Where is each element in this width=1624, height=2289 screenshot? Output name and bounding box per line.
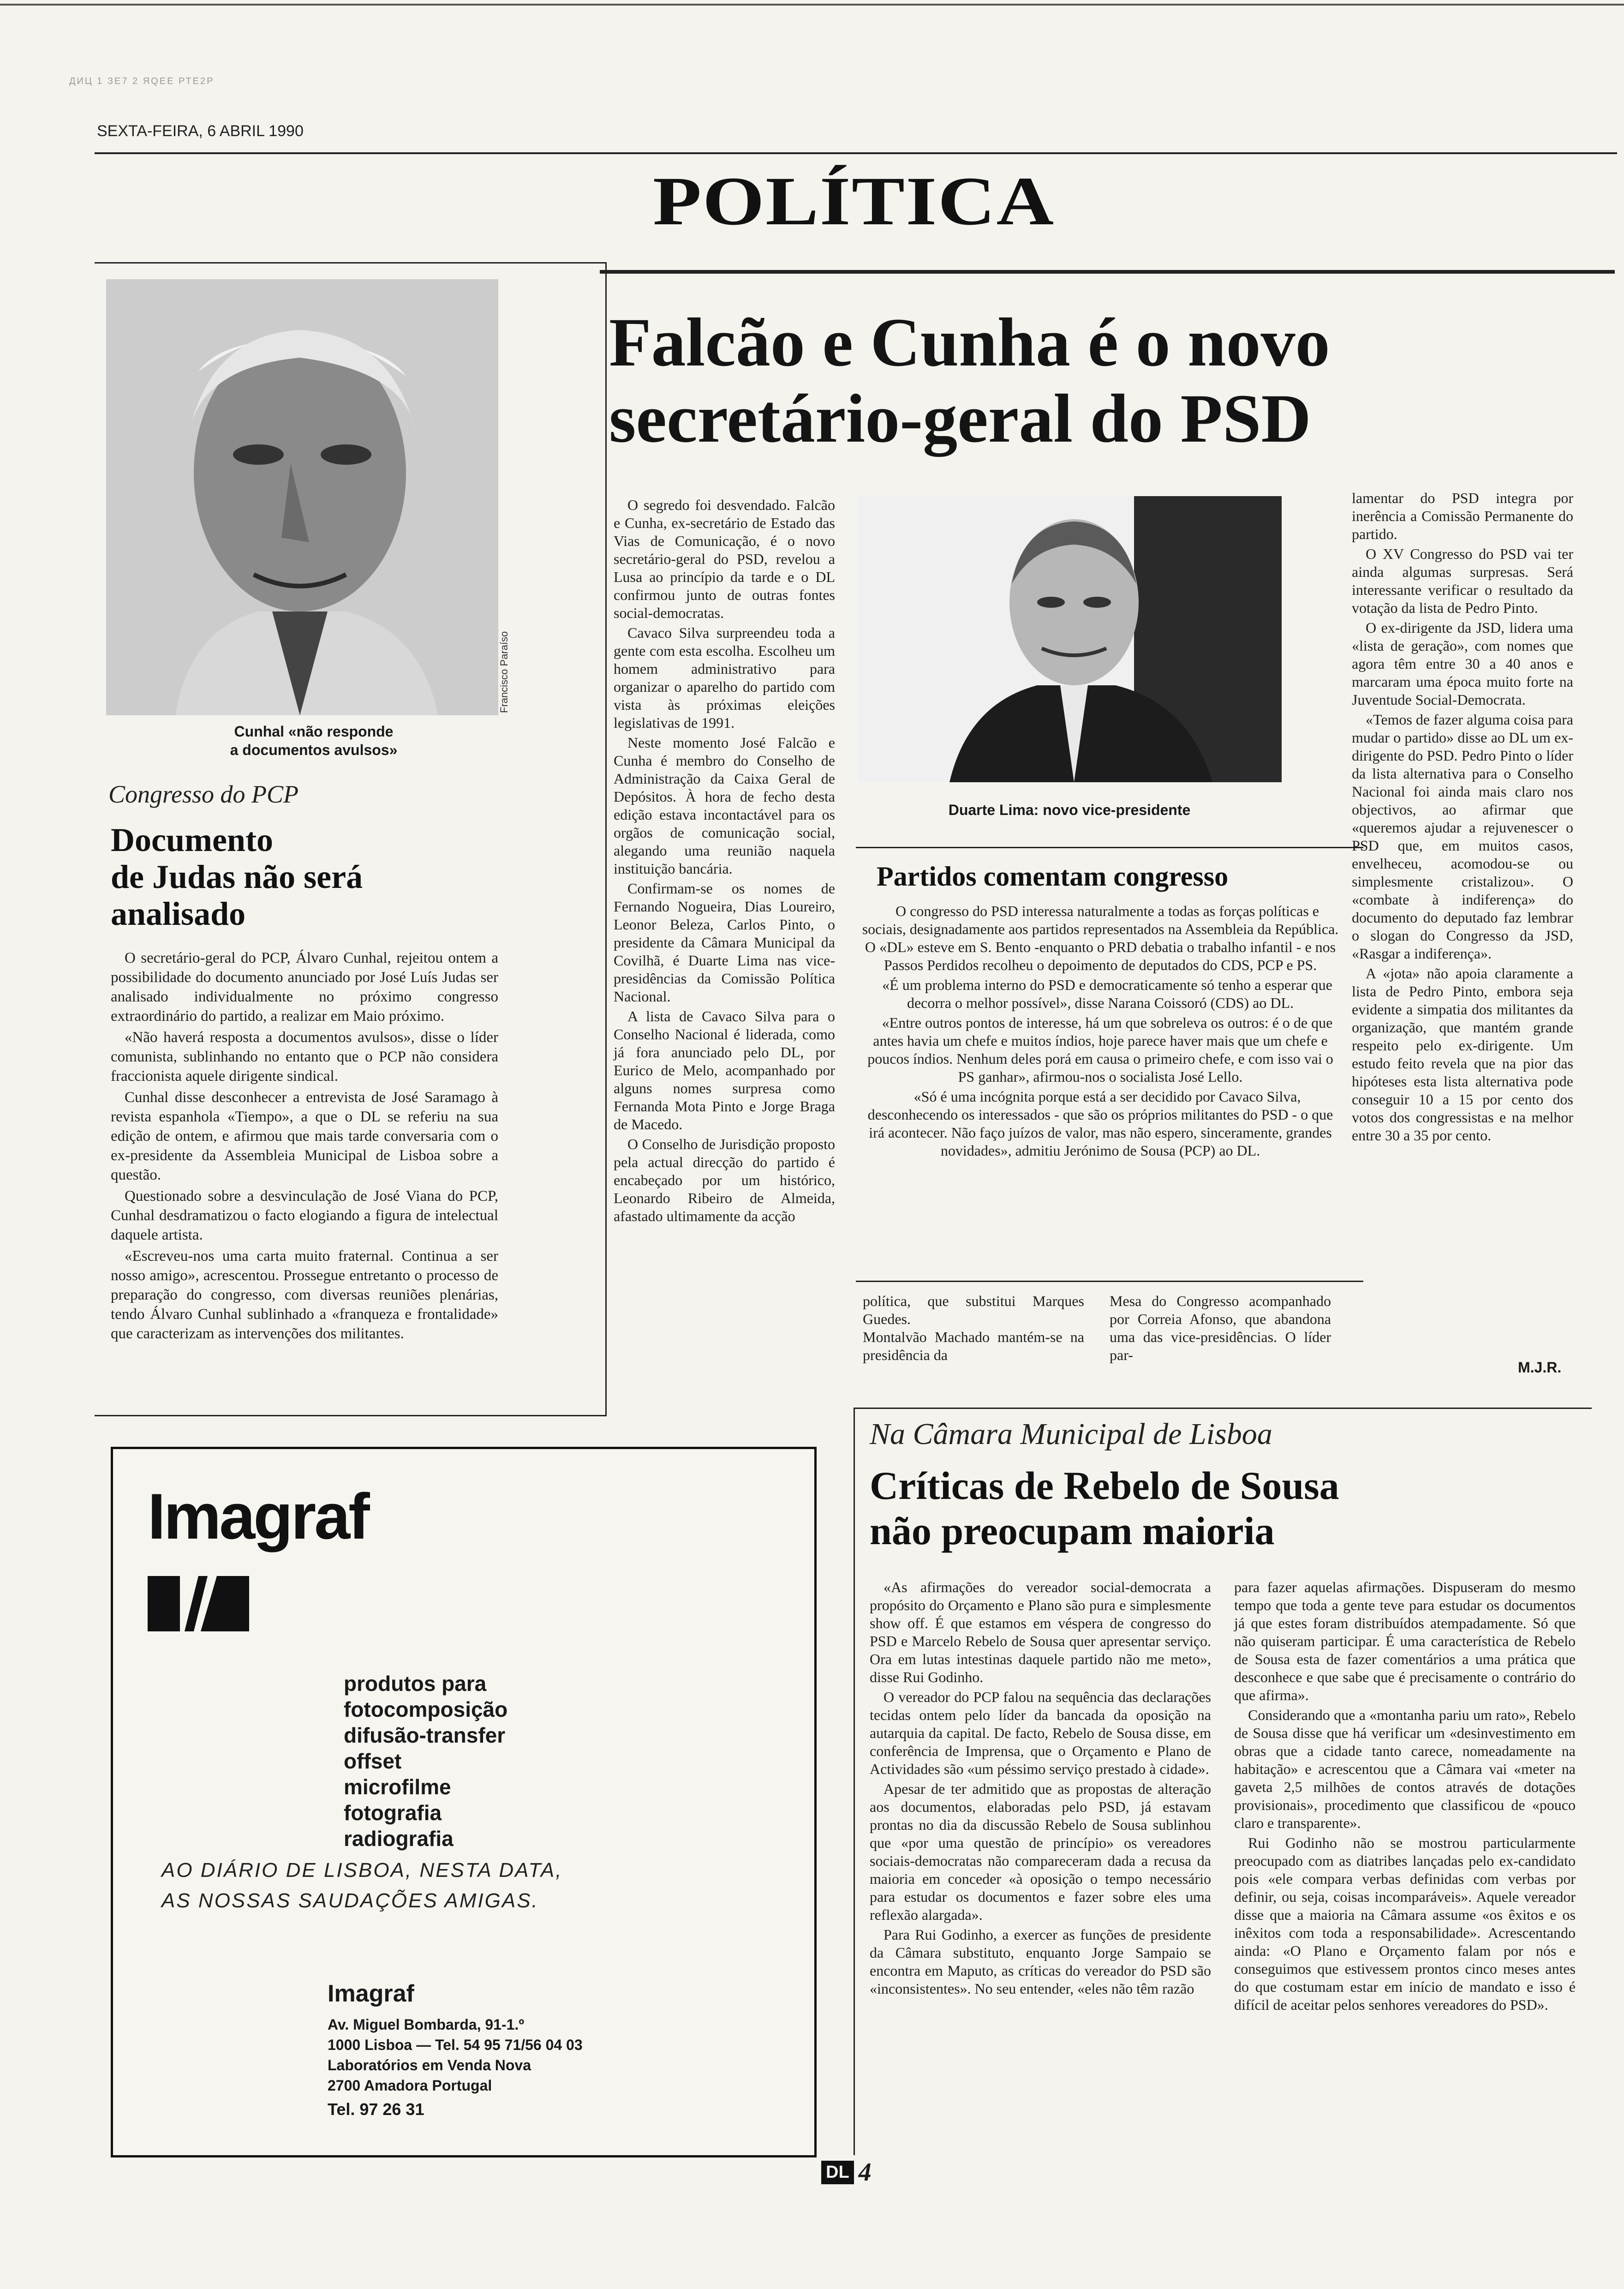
footer xyxy=(821,2157,872,2185)
lisbon-paragraph: Para Rui Godinho, a exercer as funções de presidente da Câmara substituto, enquanto Jorge Sampaio se encontra em Maputo, as críticas do vereador do PSD são «inconsistentes». No seu entender, «eles não têm razão xyxy=(870,1926,1211,1997)
psd-paragraph: Cavaco Silva surpreendeu toda a gente com esta escolha. Escolheu um homem administrativo para organizar o aparelho do partido com vista às próximas eleições legislativas de 1991. xyxy=(614,624,835,731)
cunhal-caption: Cunhal «não responde a documentos avulsos» xyxy=(230,723,398,758)
ad-address-line: Laboratórios em Venda Nova xyxy=(328,2057,531,2073)
ad-phone: Tel. 97 26 31 xyxy=(328,2100,424,2119)
ad-address-line: 1000 Lisboa — Tel. 54 95 71/56 04 03 xyxy=(328,2037,583,2053)
ad-product-list xyxy=(344,1671,508,1852)
page-date: SEXTA-FEIRA, 6 ABRIL 1990 xyxy=(97,122,304,140)
pcp-article-body xyxy=(111,948,498,1345)
duarte-lima-caption: Duarte Lima: novo vice-presidente xyxy=(948,802,1191,818)
box-paragraph: «Entre outros pontos de interesse, há um que sobreleva os outros: é o de que antes havia um chefe e muitos índios, hoje parece haver mais que um chefe e poucos índios. Nenhum deles porá em causa o primeiro chefe, e com isso vai o PS ganhar», afirmou-nos o socialista José Lello. xyxy=(867,1014,1333,1085)
pcp-paragraph: «Escreveu-nos uma carta muito fraternal. Continua a ser nosso amigo», acrescentou. Prossegue entretanto o processo de preparação do congresso, com diversas reuniões plenárias, tendo Álvaro Cunhal sublinhado a «franqueza e frontalidade» que caracterizam as intervenções dos militantes. xyxy=(111,1248,498,1342)
ad-product: fotocomposição xyxy=(344,1697,508,1721)
psd-paragraph: Confirmam-se os nomes de Fernando Nogueira, Dias Loureiro, Leonor Beleza, Carlos Pinto, o presidente da Câmara Municipal da Covilhã, é Duarte Lima nas vice-presidências da Comissão Política Nacional. xyxy=(614,880,835,1005)
section-title: POLÍTICA xyxy=(653,163,1055,240)
box-paragraph: O congresso do PSD interessa naturalmente a todas as forças políticas e sociais, designadamente aos partidos representados na Assembleia da República. O «DL» esteve em S. Bento -enquanto o PRD debatia o trabalho infantil - e nos Passos Perdidos recolheu o depoimento de deputados do CDS, PCP e PS. xyxy=(862,903,1339,973)
imagraf-ad xyxy=(111,1447,817,2157)
lisbon-kicker: Na Câmara Municipal de Lisboa xyxy=(870,1417,1272,1451)
psd-paragraph: O segredo foi desvendado. Falcão e Cunha, ex-secretário de Estado das Vias de Comunicação, é o novo secretário-geral do PSD, revelou a Lusa ao princípio da tarde e o DL confirmou junto de outras fontes social-democratas. xyxy=(614,497,835,621)
portrait-image xyxy=(857,496,1282,782)
psd-column-1 xyxy=(614,496,835,1227)
box-paragraph: «É um problema interno do PSD e democraticamente só tenho a esperar que decorra o melhor possível», disse Narana Coissoró (CDS) ao DL. xyxy=(882,977,1332,1011)
ad-product: radiografia xyxy=(344,1827,454,1851)
box-paragraph: «Só é uma incógnita porque está a ser decidido por Cavaco Silva, desconhecendo os interessados - que são os próprios militantes do PSD - o que irá acontecer. Não faço juízos de valor, mas não espero, sinceramente, grandes novidades», admitiu Jerónimo de Sousa (PCP) ao DL. xyxy=(867,1088,1333,1159)
psd-paragraph: O Conselho de Jurisdição proposto pela actual direcção do partido é encabeçado por um histórico, Leonardo Ribeiro de Almeida, afastado ultimamente da acção xyxy=(614,1136,835,1224)
lisbon-paragraph: para fazer aquelas afirmações. Dispuseram do mesmo tempo que toda a gente teve para estudar os documentos já que estes foram distribuídos atempadamente. Só que não quiseram participar. É uma característica de Rebelo de Sousa esta de fazer comentários a uma prática que desconhece e que sabe que é precisamente o contrário do que afirma». xyxy=(1234,1579,1576,1703)
portrait-image xyxy=(106,279,498,715)
ad-product: microfilme xyxy=(344,1775,451,1799)
ad-address xyxy=(328,2014,583,2096)
header-rule xyxy=(95,152,1617,154)
ad-greeting: AO DIÁRIO DE LISBOA, NESTA DATA, AS NOSSAS SAUDAÇÕES AMIGAS. xyxy=(161,1859,563,1912)
lisbon-paragraph: Apesar de ter admitido que as propostas de alteração aos documentos, elaboradas pelo PSD, já estavam prontas no dia da discussão Rebelo de Sousa sublinhou que «por uma questão de princípio» os vereadores sociais-democratas não compareceram dada a recusa da maioria em conceder «à oposição o tempo necessário para estudar os documentos e fazer sobre eles uma reflexão alargada». xyxy=(870,1780,1211,1923)
page-number: 4 xyxy=(858,2158,872,2187)
lisbon-column-2 xyxy=(1234,1578,1576,2016)
ad-address-line: 2700 Amadora Portugal xyxy=(328,2077,492,2094)
pcp-paragraph: Questionado sobre a desvinculação de José Viana do PCP, Cunhal desdramatizou o facto elogiando a figura de intelectual daquele artista. xyxy=(111,1188,498,1243)
pcp-paragraph: O secretário-geral do PCP, Álvaro Cunhal, rejeitou ontem a possibilidade do documento anunciado por José Luís Judas ser analisado individualmente no próximo congresso extraordinário do partido, a realizar em Maio próximo. xyxy=(111,950,498,1025)
cunhal-photo xyxy=(106,279,498,715)
psd-column-4 xyxy=(1352,489,1573,1146)
psd-paragraph: O XV Congresso do PSD vai ter ainda algumas surpresas. Será interessante verificar o resultado da votação da lista de Pedro Pinto. xyxy=(1352,545,1573,616)
pcp-paragraph: Cunhal disse desconhecer a entrevista de José Saramago à revista espanhola «Tiempo», a que o DL se referiu na sua edição de ontem, e afirmou que mais tarde conversaria com o ex-presidente da Assembleia Municipal de Lisboa sobre a questão. xyxy=(111,1089,498,1183)
psd-paragraph: Neste momento José Falcão e Cunha é membro do Conselho de Administração da Caixa Geral de Depósitos. À hora de fecho desta edição estava incontactável para os orgãos de comunicação social, alegando uma reunião naquela instituição bancária. xyxy=(614,734,835,877)
psd-paragraph: «Temos de fazer alguma coisa para mudar o partido» disse ao DL um ex-dirigente do PSD. Pedro Pinto o líder da lista alternativa para o Conselho Nacional foi ainda mais claro nos objectivos, ao afirmar que «queremos ajudar a rejuvenescer o PSD que, em muitos casos, envelheceu, acomodou-se ou simplesmente cristalizou». O «combate à indiferença» do documento do deputado faz lembrar o slogan do Congresso da JSD, «Rasgar a indiferença». xyxy=(1352,711,1573,962)
ad-product: difusão-transfer xyxy=(344,1723,506,1747)
ad-brand: Imagraf xyxy=(148,1480,368,1552)
pcp-paragraph: «Não haverá resposta a documentos avulsos», disse o líder comunista, sublinhando no entanto que o PCP não considera fraccionista aquele dirigente sindical. xyxy=(111,1029,498,1085)
pcp-headline: Documento de Judas não será analisado xyxy=(111,821,363,932)
psd-paragraph: A lista de Cavaco Silva para o Conselho Nacional é liderada, como já fora anunciado pelo DL, por Eurico de Melo, acompanhado por alguns nomes surpresa como Fernanda Mota Pinto e Jorge Braga de Macedo. xyxy=(614,1008,835,1133)
photo-credit: Francisco Paraíso xyxy=(498,631,510,713)
psd-paragraph: lamentar do PSD integra por inerência a Comissão Permanente do partido. xyxy=(1352,490,1573,542)
ad-product: produtos para xyxy=(344,1672,487,1696)
lisbon-paragraph: «As afirmações do vereador social-democrata a propósito do Orçamento e Plano são pura e simplesmente show off. É que estamos em véspera de congresso do PSD e Marcelo Rebelo de Sousa quer apresentar serviço. Ora em lutas intestinas daquele partido não me meto», disse Rui Godinho. xyxy=(870,1579,1211,1685)
lisbon-paragraph: Considerando que a «montanha pariu um rato», Rebelo de Sousa disse que há verificar um «desinvestimento em obras que a cidade tanto carece, nomeadamente na habitação» e acrescentou que a Câmara vai «meter na gaveta 2,5 milhões de contos através de dotações provisionais», procedimento que classificou de «pouco claro e transparente». xyxy=(1234,1707,1576,1831)
duarte-lima-photo xyxy=(857,496,1282,782)
lisbon-headline: Críticas de Rebelo de Sousa não preocupam maioria xyxy=(870,1463,1339,1553)
ad-company: Imagraf xyxy=(328,1980,414,2007)
ad-product: fotografia xyxy=(344,1801,442,1825)
imagraf-logo-icon xyxy=(148,1571,249,1636)
ad-product: offset xyxy=(344,1749,402,1773)
lisbon-paragraph: Rui Godinho não se mostrou particularmente preocupado com as diatribes lançadas pelo ex-candidato pois «ele compara verbas definidas com verbas por definir, ou seja, coisas incomparáveis». Aquele vereador disse que a maioria na Câmara assume «os êxitos e os inêxitos com toda a responsabilidade». Acrescentando ainda: «O Plano e Orçamento falam por nós e conseguimos que estivessem prontos cinco meses antes do que costumam estar em início de mandato e isso é difícil de aceitar pelos senhores vereadores do PSD». xyxy=(1234,1834,1576,2013)
ad-address-line: Av. Miguel Bombarda, 91-1.º xyxy=(328,2016,524,2033)
lisbon-column-1 xyxy=(870,1578,1211,2000)
scan-note: ДИЦ 1 ЗЕ7 2 ЯQЕЕ РТЕ2Р xyxy=(69,76,215,86)
newspaper-logo: DL xyxy=(821,2161,854,2184)
psd-paragraph: O ex-dirigente da JSD, lidera uma «lista de geração», com nomes que agora têm entre 30 a 40 anos e marcaram uma época muito forte na Juventude Social-Democrata. xyxy=(1352,619,1573,708)
psd-column-2-bottom: política, que substitui Marques Guedes. Montalvão Machado mantém-se na presidência da xyxy=(863,1293,1084,1363)
lisbon-paragraph: O vereador do PCP falou na sequência das declarações tecidas ontem pelo líder da bancada da oposição na autarquia da capital. De facto, Rebelo de Sousa disse, em conferência de Imprensa, que o Orçamento e Plano de Actividades são «um péssimo serviço prestado à cidade». xyxy=(870,1689,1211,1777)
pcp-kicker: Congresso do PCP xyxy=(108,780,299,808)
box-story-body xyxy=(858,902,1343,1162)
psd-paragraph: A «jota» não apoia claramente a lista de Pedro Pinto, embora seja evidente a simpatia dos militantes da organização, que mantém grande respeito pelo ex-dirigente. Um estudo feito revela que na pior das hipóteses esta lista alternativa pode conseguir 10 a 15 por cento dos votos dos congressistas e na melhor entre 30 a 35 por cento. xyxy=(1352,965,1573,1144)
psd-signature: M.J.R. xyxy=(1518,1359,1562,1376)
psd-headline: Falcão e Cunha é o novo secretário-geral do PSD xyxy=(609,304,1330,457)
box-headline: Partidos comentam congresso xyxy=(877,861,1229,892)
psd-column-3-bottom: Mesa do Congresso acompanhado por Correia Afonso, que abandona uma das vice-presidências. O líder par- xyxy=(1110,1293,1331,1363)
